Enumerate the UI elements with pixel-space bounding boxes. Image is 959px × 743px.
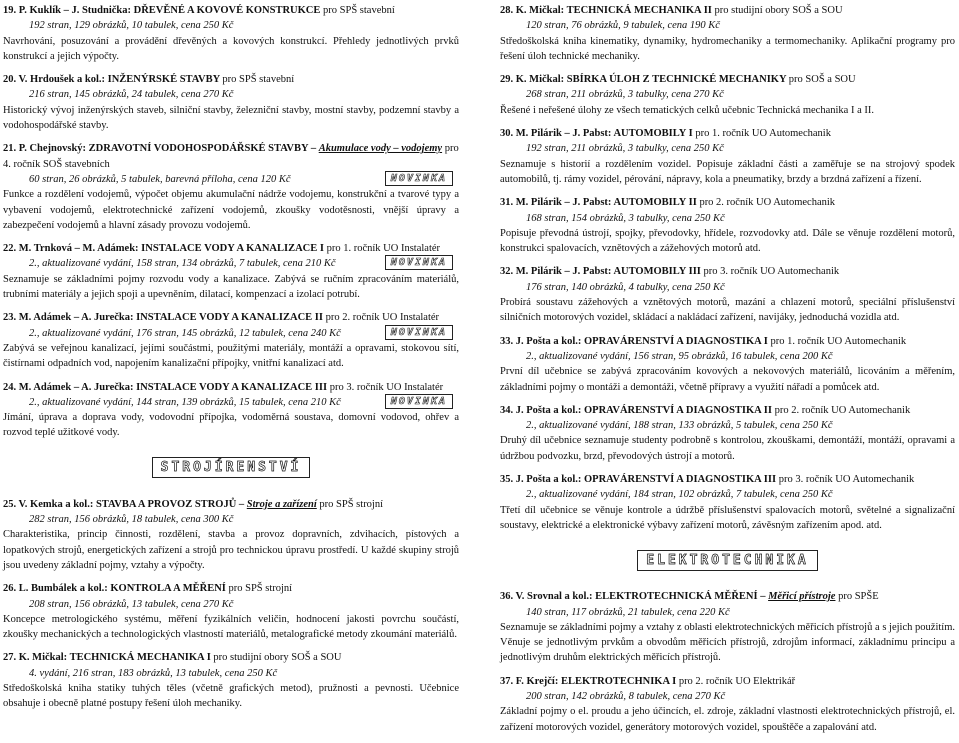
entry-description: Základní pojmy o el. proudu a jeho účincích, el. zdroje, základní vlastnosti elektrotechnických přístrojů, el. zařízení motorových vozidel, generátory motorových vozidel, spouštěče a zapalování atd. (500, 706, 955, 733)
catalog-entry (3, 72, 459, 133)
entry-details (500, 349, 955, 364)
entry-heading (500, 403, 955, 418)
entry-details-text: 2., aktualizované vydání, 144 stran, 139 obrázků, 15 tabulek, cena 210 Kč (29, 396, 341, 408)
entry-heading (3, 241, 459, 256)
catalog-entry (500, 589, 955, 665)
entry-title: 27. K. Mičkal: TECHNICKÁ MECHANIKA I (3, 652, 211, 664)
entry-heading (500, 589, 955, 604)
entry-description: Popisuje převodná ústrojí, spojky, převodovky, hřídele, rozvodovky atd. Dále se věnuje rozdělení motorů, konstrukci spalovacích, vznětových a zážehových motorů atd. (500, 227, 955, 255)
catalog-entry (500, 264, 955, 325)
entry-subtitle: Měřicí přístroje (768, 591, 836, 603)
entry-audience: pro 1. ročník UO Automechanik (770, 335, 907, 347)
entry-description: Zabývá se veřejnou kanalizací, jejími součástmi, použitými materiály, montáží a opravami, stokovou sítí, čistírnami odpadních vod, napojením kanalizační přípojky, vnitřní kanalizací atd. (3, 342, 459, 370)
entry-details-text: 2., aktualizované vydání, 184 stran, 102 obrázků, 7 tabulek, cena 250 Kč (526, 489, 833, 501)
entry-description: Druhý díl učebnice seznamuje studenty podrobně s kontrolou, zkouškami, demontáží, montáží, opravami a údržbou podvozku, brzd, převodových ústrojí a motorů. (500, 435, 955, 462)
entry-description: Středoškolská kniha kinematiky, dynamiky, hydromechaniky a termomechaniky. Aplikační programy pro řešení úloh technické mechaniky. (500, 35, 955, 62)
novinka-badge: NOVINKA (385, 394, 453, 409)
entry-title: 36. V. Srovnal a kol.: ELEKTROTECHNICKÁ MĚŘENÍ – (500, 591, 766, 603)
entry-details (3, 512, 459, 527)
entry-audience: pro SPŠE (838, 591, 879, 603)
catalog-entry (500, 674, 955, 735)
entry-subtitle: Stroje a zařízení (246, 498, 317, 510)
entry-title: 19. P. Kuklík – J. Studnička: DŘEVĚNÉ A KOVOVÉ KONSTRUKCE (3, 5, 321, 16)
entry-details (500, 18, 955, 33)
entry-title: 22. M. Trnková – M. Adámek: INSTALACE VODY A KANALIZACE I (3, 243, 324, 255)
entry-title: 31. M. Pilárik – J. Pabst: AUTOMOBILY II (500, 197, 697, 209)
section-strojirenstvi-heading (3, 449, 459, 487)
catalog-entry (500, 3, 955, 64)
entry-title: 26. L. Bumbálek a kol.: KONTROLA A MĚŘENÍ (3, 583, 226, 595)
entry-heading (500, 472, 955, 487)
entry-audience: pro SPŠ strojní (319, 498, 384, 510)
entry-audience: pro 2. ročník UO Automechanik (699, 197, 836, 209)
entry-heading (3, 581, 459, 596)
entry-details-text: 192 stran, 129 obrázků, 10 tabulek, cena 250 Kč (29, 20, 234, 32)
entry-title: 29. K. Mičkal: SBÍRKA ÚLOH Z TECHNICKÉ MECHANIKY (500, 74, 787, 86)
entry-audience: pro SPŠ stavební (222, 74, 295, 86)
entry-details (3, 172, 459, 187)
entry-description: Řešené i neřešené úlohy ze všech tematických celků učebnic Technická mechanika I a II. (500, 104, 874, 116)
entry-details-text: 208 stran, 156 obrázků, 13 tabulek, cena 270 Kč (29, 598, 234, 610)
entry-heading (500, 674, 955, 689)
entry-details (3, 666, 459, 681)
entry-details-text: 282 stran, 156 obrázků, 18 tabulek, cena 300 Kč (29, 514, 234, 526)
entry-details (500, 487, 955, 502)
entry-details-text: 168 stran, 154 obrázků, 3 tabulky, cena 250 Kč (526, 212, 725, 224)
entry-heading (500, 334, 955, 349)
entry-details (500, 418, 955, 433)
entry-details (500, 211, 955, 226)
catalog-entry (500, 126, 955, 187)
entry-title: 32. M. Pilárik – J. Pabst: AUTOMOBILY III (500, 266, 701, 278)
entry-details (500, 141, 955, 156)
entry-heading (500, 195, 955, 210)
entry-title: 33. J. Pošta a kol.: OPRAVÁRENSTVÍ A DIAGNOSTIKA I (500, 335, 768, 347)
catalog-entry (3, 581, 459, 642)
entry-audience: pro 3. ročník UO Automechanik (703, 266, 840, 278)
entry-audience: pro 1. ročník UO Instalatér (326, 243, 441, 255)
entry-title: 34. J. Pošta a kol.: OPRAVÁRENSTVÍ A DIAGNOSTIKA II (500, 404, 772, 416)
entry-heading (500, 72, 955, 87)
entry-description: Seznamuje se základními pojmy rozvodu vody a kanalizace. Zabývá se ručním zpracováním materiálů, trubními materiály a jejich spoji a upevněním, dilatací, kompenzací a izolací potrubí. (3, 273, 459, 301)
entry-details-text: 140 stran, 117 obrázků, 21 tabulek, cena 220 Kč (526, 606, 730, 618)
entry-title: 25. V. Kemka a kol.: STAVBA A PROVOZ STROJŮ – (3, 498, 245, 510)
section-elektrotechnika-heading-label: ELEKTROTECHNIKA (637, 550, 817, 571)
entry-heading (3, 3, 459, 18)
catalog-entry (3, 650, 459, 711)
entry-description: Seznamuje se základními pojmy a vztahy z oblasti elektrotechnických měřicích přístrojů a s jejich použitím. Věnuje se jednotlivým prvkům a obvodům měřicích přístrojů, zdrojům informací, základnímu principu a jednotlivým druhům elektrických měřicích přístrojů. (500, 621, 955, 664)
entry-title: 37. F. Krejčí: ELEKTROTECHNIKA I (500, 675, 677, 687)
novinka-badge: NOVINKA (385, 325, 453, 340)
novinka-badge: NOVINKA (385, 255, 453, 270)
entry-description: Funkce a rozdělení vodojemů, výpočet objemu akumulační nádrže vodojemu, konstrukční a tvarové typy a vybavení vodojemů, elektrotechnické zařízení vodojemů, zkoušky vodotěsnosti, vnější úpravy a zabezpečení vodojemů a hlavní zásady provozu vodojemů. (3, 189, 459, 231)
entry-details-text: 2., aktualizované vydání, 156 stran, 95 obrázků, 16 tabulek, cena 200 Kč (526, 350, 833, 362)
entry-title: 21. P. Chejnovský: ZDRAVOTNÍ VODOHOSPODÁŘSKÉ STAVBY – (3, 143, 317, 155)
catalog-entry (3, 241, 459, 302)
entry-title: 35. J. Pošta a kol.: OPRAVÁRENSTVÍ A DIAGNOSTIKA III (500, 474, 777, 486)
catalog-entry (3, 310, 459, 371)
catalog-entry (500, 195, 955, 256)
entry-details (500, 280, 955, 295)
entry-title: 24. M. Adámek – A. Jurečka: INSTALACE VODY A KANALIZACE III (3, 381, 328, 393)
entry-details (3, 87, 459, 102)
entry-title: 20. V. Hrdoušek a kol.: INŽENÝRSKÉ STAVBY (3, 74, 220, 86)
entry-audience: pro studijní obory SOŠ a SOU (714, 5, 843, 16)
entry-audience: pro 3. ročník UO Automechanik (778, 474, 915, 486)
entry-details (3, 18, 459, 33)
entry-heading (3, 380, 459, 395)
catalog-entry (500, 403, 955, 464)
entry-details-text: 4. vydání, 216 stran, 183 obrázků, 13 tabulek, cena 250 Kč (29, 667, 278, 679)
entry-description: Seznamuje s historií a rozdělením vozidel. Popisuje základní části a zaměřuje se na strojový spodek automobilů, tj. rámy vozidel, pérování, nápravy, kola a pneumatiky, brzdy a brzdná zařízení a řízení. (500, 158, 955, 185)
entry-audience: pro 3. ročník UO Instalatér (329, 381, 444, 393)
entry-details (3, 395, 459, 410)
section-elektrotechnika-heading (500, 541, 955, 579)
catalog-entry (500, 334, 955, 395)
entry-audience: pro 2. ročník UO Instalatér (325, 312, 440, 324)
entry-description: Charakteristika, princip činnosti, rozdělení, stavba a provoz dopravních, zdvihacích, pístových a lopatkových strojů, energetických zařízení a strojů pro technickou úpravu prostředí. U každé skupiny strojů jsou uvedeny základní pojmy, vztahy a výpočty. (3, 529, 459, 571)
catalog-entry (3, 380, 459, 441)
catalog-entry (3, 497, 459, 573)
entry-title: 30. M. Pilárik – J. Pabst: AUTOMOBILY I (500, 128, 693, 140)
entry-heading (3, 72, 459, 87)
entry-details (3, 256, 459, 271)
entry-description: Jímání, úprava a doprava vody, vodovodní přípojka, vodoměrná soustava, domovní vodovod, ohřev a rozvod teplé užitkové vody. (3, 412, 459, 439)
entry-details (500, 605, 955, 620)
entry-description: Středoškolská kniha statiky tuhých těles (včetně grafických metod), pružnosti a pevnosti. Učebnice obsahuje i obecně platné postupy řešení úloh mechaniky. (3, 682, 459, 710)
entry-details-text: 2., aktualizované vydání, 188 stran, 133 obrázků, 5 tabulek, cena 250 Kč (526, 420, 833, 432)
right-column (500, 3, 955, 743)
entry-details-text: 176 stran, 140 obrázků, 4 tabulky, cena 250 Kč (526, 281, 725, 293)
entry-audience: pro SPŠ strojní (228, 583, 293, 595)
entry-audience: pro 1. ročník UO Automechanik (695, 128, 831, 140)
entry-heading (500, 3, 955, 18)
catalog-entry (500, 472, 955, 533)
novinka-badge: NOVINKA (385, 171, 453, 186)
entry-heading (3, 141, 459, 172)
entry-details-text: 2., aktualizované vydání, 158 stran, 134 obrázků, 7 tabulek, cena 210 Kč (29, 258, 336, 270)
entry-heading (3, 497, 459, 512)
entry-title: 28. K. Mičkal: TECHNICKÁ MECHANIKA II (500, 5, 712, 16)
entry-details (3, 326, 459, 341)
entry-details-text: 120 stran, 76 obrázků, 9 tabulek, cena 190 Kč (526, 20, 720, 32)
entry-audience: pro 4. ročník SOŠ stavebních (3, 143, 459, 170)
entry-details-text: 2., aktualizované vydání, 176 stran, 145 obrázků, 12 tabulek, cena 240 Kč (29, 327, 341, 339)
catalog-entry (3, 141, 459, 233)
entry-description: Třetí díl učebnice se věnuje kontrole a údržbě příslušenství spalovacích motorů, světelné a signalizační soustavy, elektrické a elektronické výbavy zařízení motorů, závěsným zařízením apod. atd. (500, 504, 955, 531)
entry-subtitle: Akumulace vody – vodojemy (318, 143, 443, 155)
entry-heading (3, 310, 459, 325)
entry-details (500, 87, 955, 102)
entry-description: Koncepce metrologického systému, měření fyzikálních veličin, hodnocení jakosti povrchu součástí, zkoušky mechanických a technologických vlastností materiálů, metalografické metody zkoumání materiálů. (3, 613, 459, 641)
left-column (3, 3, 459, 720)
catalog-entry (500, 72, 955, 118)
entry-audience: pro 2. ročník UO Automechanik (774, 404, 911, 416)
entry-audience: pro SOŠ a SOU (788, 74, 856, 86)
entry-details (500, 689, 955, 704)
entry-description: Probírá soustavu zážehových a vznětových motorů, mazání a chlazení motorů, speciální příslušenství silničních motorových vozidel, skládací a nakládací zařízení, navijáky, jednoduchá vozidla atd. (500, 297, 955, 324)
entry-heading (3, 650, 459, 665)
section-strojirenstvi-heading-label: STROJÍRENSTVÍ (152, 457, 311, 478)
entry-details-text: 268 stran, 211 obrázků, 3 tabulky, cena 270 Kč (526, 89, 724, 101)
entry-description: První díl učebnice se zabývá zpracováním kovových a nekovových materiálů, licováním a měřením, základními pojmy o montáži a demontáži, včetně přípravy a využití nářadí a pomůcek atd. (500, 366, 955, 393)
entry-details-text: 200 stran, 142 obrázků, 8 tabulek, cena 270 Kč (526, 690, 726, 702)
entry-audience: pro SPŠ stavební (323, 5, 395, 16)
catalog-entry (3, 3, 459, 64)
entry-audience: pro 2. ročník UO Elektrikář (678, 675, 796, 687)
entry-details-text: 192 stran, 211 obrázků, 3 tabulky, cena 250 Kč (526, 143, 724, 155)
entry-heading (500, 126, 955, 141)
entry-title: 23. M. Adámek – A. Jurečka: INSTALACE VODY A KANALIZACE II (3, 312, 323, 324)
entry-audience: pro studijní obory SOŠ a SOU (213, 652, 342, 664)
entry-details-text: 60 stran, 26 obrázků, 5 tabulek, barevná příloha, cena 120 Kč (29, 173, 291, 185)
entry-details-text: 216 stran, 145 obrázků, 24 tabulek, cena 270 Kč (29, 89, 234, 101)
entry-description: Historický vývoj inženýrských staveb, silniční stavby, železniční stavby, mostní stavby, podzemní stavby a vodohospodářské stavby. (3, 104, 459, 132)
entry-details (3, 597, 459, 612)
entry-heading (500, 264, 955, 279)
entry-description: Navrhování, posuzování a provádění dřevěných a kovových konstrukcí. Přehledy jednotlivých prvků konstrukcí a jejich výpočty. (3, 35, 459, 62)
